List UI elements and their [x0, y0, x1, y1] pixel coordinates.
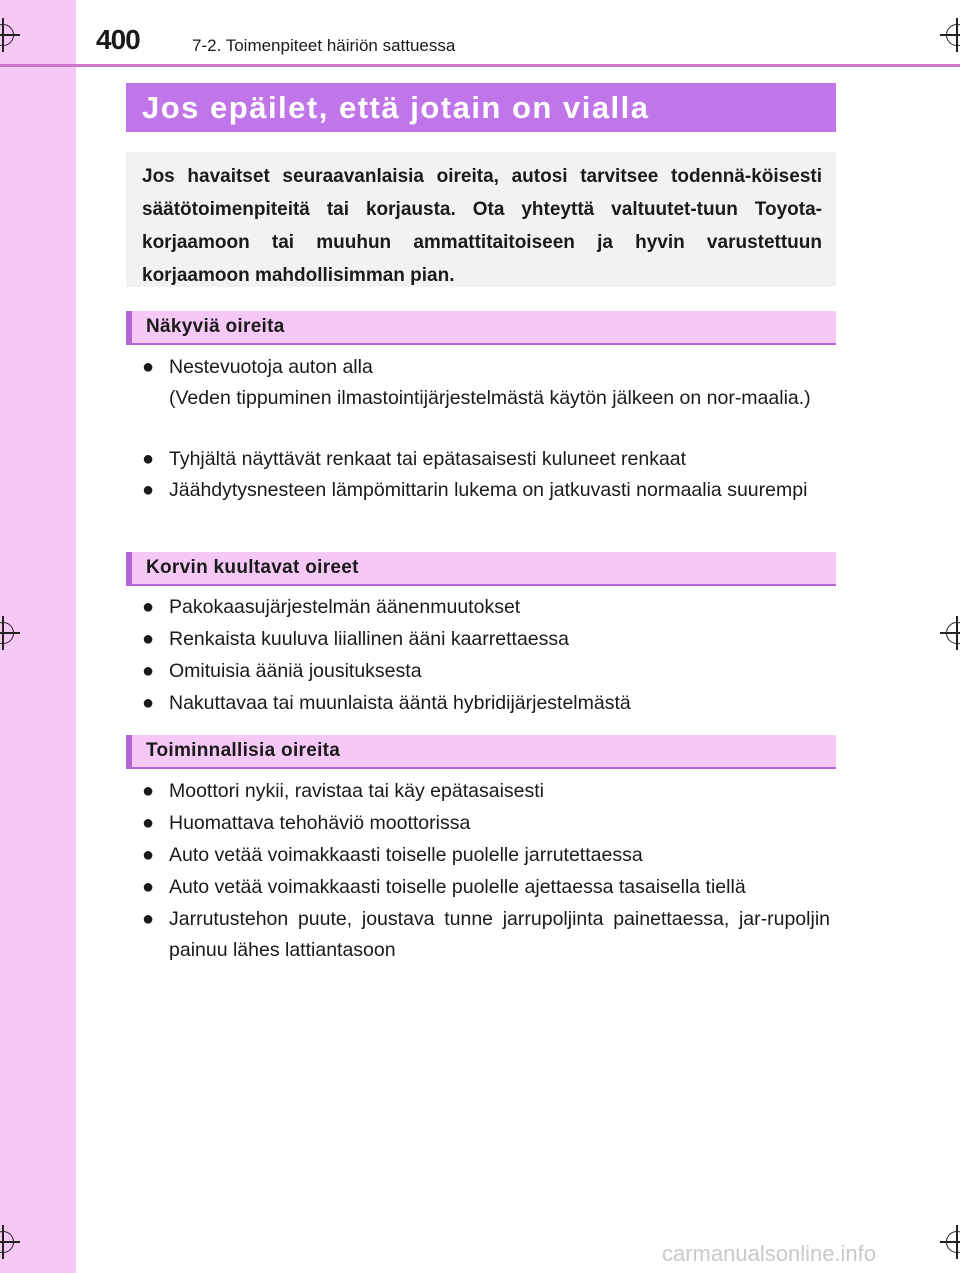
bullet-icon: ● [142, 628, 155, 650]
bullet-icon: ● [142, 692, 155, 714]
list-item [142, 444, 830, 475]
bullet-icon: ● [142, 660, 155, 682]
item-text: Jäähdytysnesteen lämpömittarin lukema on jatkuvasti normaalia suurempi [169, 479, 808, 501]
item-text: Jarrutustehon puute, joustava tunne jarrupoljinta painettaessa, jar-rupoljin painuu lähes lattiantasoon [169, 908, 830, 961]
list-item [142, 352, 830, 414]
list-item [142, 904, 830, 966]
section-reference: 7-2. Toimenpiteet häiriön sattuessa [192, 36, 456, 55]
list-item [142, 840, 830, 871]
intro-text: Jos havaitset seuraavanlaisia oireita, autosi tarvitsee todennä-köisesti säätötoimenpiteitä tai korjausta. Ota yhteyttä valtuutet-tuun Toyota-korjaamoon tai muuhun ammattitaitoiseen ja hyvin varustettuun korjaamoon mahdollisimman pian. [142, 166, 822, 286]
item-text: Nakuttavaa tai muunlaista ääntä hybridijärjestelmästä [169, 692, 631, 714]
list-item [142, 776, 830, 807]
list-item [142, 475, 830, 506]
list-item [142, 624, 830, 655]
section-heading-visible: Näkyviä oireita [126, 311, 836, 345]
bullet-icon: ● [142, 479, 155, 501]
page-number: 400 [96, 24, 140, 55]
item-text: Auto vetää voimakkaasti toiselle puolelle jarrutettaessa [169, 844, 643, 866]
item-text: Nestevuotoja auton alla [169, 356, 373, 378]
item-text: Tyhjältä näyttävät renkaat tai epätasaisesti kuluneet renkaat [169, 448, 687, 470]
header-rule [0, 64, 960, 67]
bullet-icon: ● [142, 596, 155, 618]
bullet-icon: ● [142, 876, 155, 898]
bullet-icon: ● [142, 356, 155, 378]
bullet-icon: ● [142, 448, 155, 470]
watermark: carmanualsonline.info [662, 1241, 877, 1266]
registration-mark-icon [0, 616, 20, 650]
registration-mark-icon [0, 1225, 20, 1259]
list-item [142, 592, 830, 623]
list-item [142, 872, 830, 903]
item-text: Auto vetää voimakkaasti toiselle puolelle ajettaessa tasaisella tiellä [169, 876, 746, 898]
bullet-icon: ● [142, 908, 155, 930]
bullet-icon: ● [142, 780, 155, 802]
section-heading-audible: Korvin kuultavat oireet [126, 552, 836, 586]
item-text: Pakokaasujärjestelmän äänenmuutokset [169, 596, 521, 618]
list-item [142, 688, 830, 719]
item-text: Huomattava tehohäviö moottorissa [169, 812, 471, 834]
registration-mark-icon [0, 18, 20, 52]
registration-mark-icon [940, 18, 960, 52]
item-note: (Veden tippuminen ilmastointijärjestelmästä käytön jälkeen on nor-maalia.) [169, 387, 811, 409]
item-text: Moottori nykii, ravistaa tai käy epätasaisesti [169, 780, 544, 802]
page-title: Jos epäilet, että jotain on vialla [126, 83, 836, 132]
section-heading-functional: Toiminnallisia oireita [126, 735, 836, 769]
registration-mark-icon [940, 616, 960, 650]
item-text: Omituisia ääniä jousituksesta [169, 660, 422, 682]
registration-mark-icon [940, 1225, 960, 1259]
bullet-icon: ● [142, 844, 155, 866]
intro-box [126, 152, 836, 287]
list-item [142, 808, 830, 839]
item-text: Renkaista kuuluva liiallinen ääni kaarrettaessa [169, 628, 569, 650]
bullet-icon: ● [142, 812, 155, 834]
list-item [142, 656, 830, 687]
